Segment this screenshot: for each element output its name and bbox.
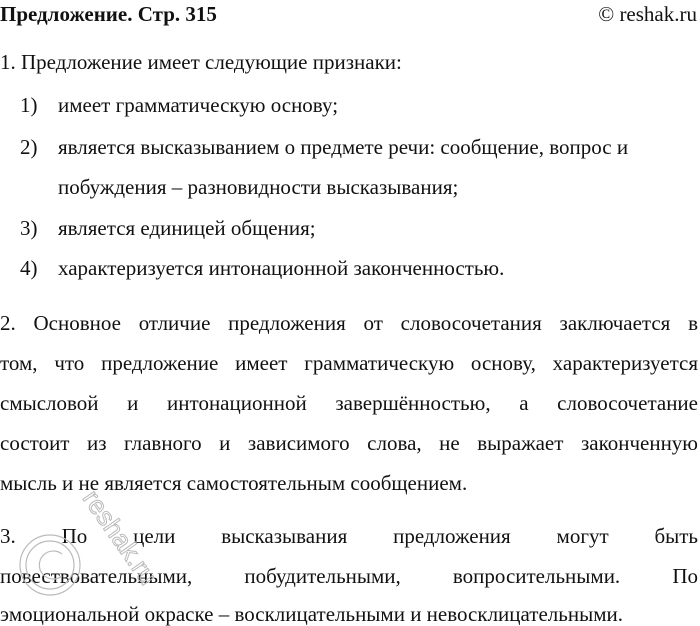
item-text-continued: побуждения – разновидности высказывания;: [58, 175, 459, 199]
p2-line: 2. Основное отличие предложения от словосочетания заключается в: [0, 311, 698, 335]
p1-intro: 1. Предложение имеет следующие признаки:: [0, 50, 402, 74]
p2-line: том, что предложение имеет грамматическую основу, характеризуется: [0, 351, 698, 375]
list-item: [20, 135, 698, 159]
p2-line: мысль и не является самостоятельным сообщением.: [0, 471, 468, 495]
item-text: является высказыванием о предмете речи: сообщение, вопрос и: [58, 135, 629, 159]
page-title: Предложение. Стр. 315: [0, 2, 217, 26]
item-text: является единицей общения;: [58, 216, 316, 240]
p3-line: повествовательными, побудительными, вопросительными. По: [0, 564, 698, 588]
item-number: 2): [20, 135, 38, 159]
list-item: [20, 216, 698, 240]
item-text: имеет грамматическую основу;: [58, 93, 339, 117]
item-number: 3): [20, 216, 38, 240]
list-item: [20, 93, 698, 117]
copyright: © reshak.ru: [598, 2, 697, 26]
list-item: [20, 256, 698, 280]
item-number: 4): [20, 256, 38, 280]
p3-line: 3. По цели высказывания предложения могут быть: [0, 524, 698, 548]
item-number: 1): [20, 93, 38, 117]
p2-line: состоит из главного и зависимого слова, не выражает законченную: [0, 431, 698, 455]
svg-text:reshak.ru: reshak.ru: [76, 484, 164, 591]
item-text: характеризуется интонационной законченностью.: [58, 256, 505, 280]
p3-line: эмоциональной окраске – восклицательными и невосклицательными.: [0, 602, 623, 626]
p2-line: смысловой и интонационной завершённостью, а словосочетание: [0, 391, 698, 415]
